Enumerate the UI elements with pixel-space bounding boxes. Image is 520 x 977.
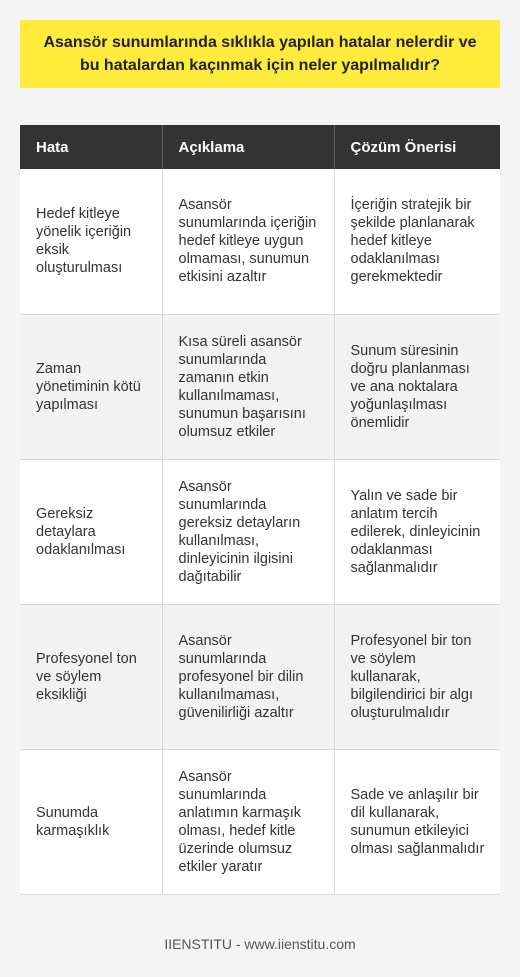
cell-hata: Profesyonel ton ve söylem eksikliği bbox=[20, 604, 162, 749]
table-header-row bbox=[20, 125, 500, 169]
errors-table bbox=[20, 125, 500, 895]
header-hata: Hata bbox=[20, 125, 162, 169]
title-banner bbox=[20, 20, 500, 88]
page-title: Asansör sunumlarında sıklıkla yapılan hatalar nelerdir ve bu hatalardan kaçınmak için neler yapılmalıdır? bbox=[43, 34, 477, 74]
cell-hata: Sunumda karmaşıklık bbox=[20, 749, 162, 894]
table-row bbox=[20, 459, 500, 604]
table-row bbox=[20, 314, 500, 459]
cell-aciklama: Kısa süreli asansör sunumlarında zamanın etkin kullanılmaması, sunumun başarısını olumsuz etkiler bbox=[162, 314, 334, 459]
cell-aciklama: Asansör sunumlarında içeriğin hedef kitleye uygun olmaması, sunumun etkisini azaltır bbox=[162, 169, 334, 314]
footer-credit: IIENSTITU - www.iienstitu.com bbox=[164, 936, 356, 952]
cell-cozum: Yalın ve sade bir anlatım tercih edilerek, dinleyicinin odaklanması sağlanmalıdır bbox=[334, 459, 500, 604]
cell-cozum: Sunum süresinin doğru planlanması ve ana noktalara yoğunlaşılması önemlidir bbox=[334, 314, 500, 459]
header-aciklama: Açıklama bbox=[162, 125, 334, 169]
table-row bbox=[20, 749, 500, 894]
cell-hata: Gereksiz detaylara odaklanılması bbox=[20, 459, 162, 604]
cell-aciklama: Asansör sunumlarında gereksiz detayların kullanılması, dinleyicinin ilgisini dağıtabilir bbox=[162, 459, 334, 604]
cell-hata: Hedef kitleye yönelik içeriğin eksik oluşturulması bbox=[20, 169, 162, 314]
header-cozum-onerisi: Çözüm Önerisi bbox=[334, 125, 500, 169]
table-row bbox=[20, 604, 500, 749]
cell-cozum: İçeriğin stratejik bir şekilde planlanarak hedef kitleye odaklanılması gerekmektedir bbox=[334, 169, 500, 314]
cell-aciklama: Asansör sunumlarında anlatımın karmaşık olması, hedef kitle üzerinde olumsuz etkiler yaratır bbox=[162, 749, 334, 894]
cell-cozum: Profesyonel bir ton ve söylem kullanarak, bilgilendirici bir algı oluşturulmalıdır bbox=[334, 604, 500, 749]
cell-cozum: Sade ve anlaşılır bir dil kullanarak, sunumun etkileyici olması sağlanmalıdır bbox=[334, 749, 500, 894]
cell-hata: Zaman yönetiminin kötü yapılması bbox=[20, 314, 162, 459]
table-row bbox=[20, 169, 500, 314]
cell-aciklama: Asansör sunumlarında profesyonel bir dilin kullanılmaması, güvenilirliği azaltır bbox=[162, 604, 334, 749]
